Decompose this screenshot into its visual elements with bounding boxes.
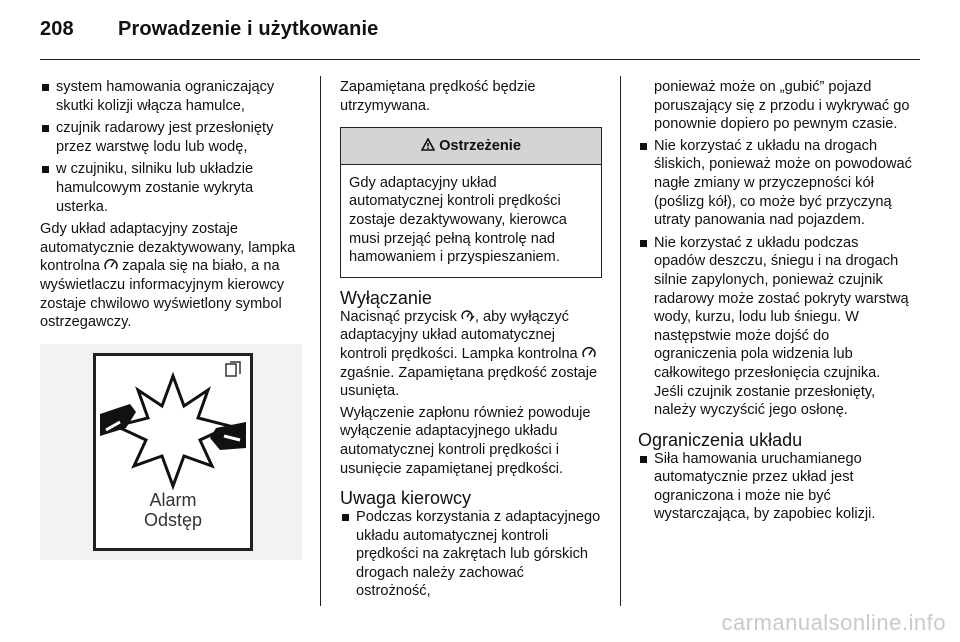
watermark: carmanualsonline.info (721, 610, 946, 635)
column-2 (340, 78, 602, 605)
page-title: Prowadzenie i użytkowanie (118, 18, 379, 40)
warning-text: Gdy adaptacyjny układ automatycznej kontroli prędkości zostaje dezaktywowany, kierowca musi przejąć pełną kontrolę nad hamowaniem i przyspieszaniem. (349, 174, 567, 266)
warning-header (341, 128, 601, 165)
list-item: w czujniku, silniku lub układzie hamulcowym zostanie wykryta usterka. (40, 160, 302, 216)
column-divider-1 (320, 76, 321, 606)
list-item: Siła hamowania uruchamianego automatycznie przez układ jest ograniczona i może nie być wystarczająca, by zapobiec kolizji. (638, 450, 912, 524)
ignition-off-paragraph: Wyłączenie zapłonu również powoduje wyłączenie adaptacyjnego układu automatycznej kontroli prędkości i usunięcie zapamiętanej prędkości. (340, 404, 591, 477)
column-1 (40, 78, 302, 560)
column-divider-2 (620, 76, 621, 606)
list-item: Podczas korzystania z adaptacyjnego układu automatycznej kontroli prędkości na zakrętach lub górskich drogach należy zachować ostrożność, (340, 508, 602, 601)
cruise-control-indicator-icon (104, 259, 118, 271)
heading-driver-note: Uwaga kierowcy (340, 488, 472, 509)
list-item: Nie korzystać z układu podczas opadów deszczu, śniegu i na drogach silnie zapylonych, ponieważ czujnik radarowy może zostać pokryty warstwą wody, kurzu, lodu lub śniegu. W następstwie może dojść do ograniczenia pola widzenia lub całkowitego przesłonięcia czujnika. Jeśli czujnik zostanie przesłonięty, należy wyczyścić jego osłonę. (638, 234, 912, 420)
warning-box (340, 127, 602, 278)
list-item: czujnik radarowy jest przesłonięty przez warstwę lodu lub wodę, (40, 119, 302, 156)
continued-paragraph: ponieważ może on „gubić” pojazd poruszający się z przodu i wykrywać go ponownie dopiero po pewnym czasie. (654, 79, 910, 133)
page-header (40, 18, 378, 41)
column-3 (638, 78, 912, 528)
display-text-alarm: Alarm (149, 489, 197, 510)
deactivation-paragraph: Gdy układ adaptacyjny zostaje automatycznie dezaktywowany, lampka kontrolna zapala się na biało, a na wyświetlaczu informacyjnym kierowcy zostaje chwilowo wyświetlony symbol ostrzegawczy. (40, 221, 296, 331)
intro-paragraph: Zapamiętana prędkość będzie utrzymywana. (340, 79, 536, 114)
page-number: 208 (40, 18, 74, 40)
display-text-distance: Odstęp (143, 509, 203, 530)
list-item: Nie korzystać z układu na drogach śliskich, ponieważ może on powodować nagłe zmiany w przyczepności kół (poślizg kół), co może być przyczyną utraty panowania nad pojazdem. (638, 137, 912, 230)
driver-info-display (93, 353, 253, 551)
switch-off-paragraph: Nacisnąć przycisk , aby wyłączyć adaptacyjny układ automatycznej kontroli prędkości. Lampka kontrolna zgaśnie. Zapamiętana prędkość zostaje usunięta. (340, 308, 598, 400)
warning-triangle-icon (421, 138, 435, 151)
cruise-control-indicator-icon (582, 347, 596, 359)
heading-system-limits: Ograniczenia układu (638, 429, 803, 450)
header-rule (40, 59, 920, 60)
heading-switch-off: Wyłączanie (340, 287, 432, 308)
cruise-control-button-icon (461, 310, 475, 322)
warning-title: Ostrzeżenie (439, 138, 521, 155)
list-item: system hamowania ograniczający skutki kolizji włącza hamulce, (40, 78, 302, 115)
distance-alarm-figure (40, 344, 302, 560)
